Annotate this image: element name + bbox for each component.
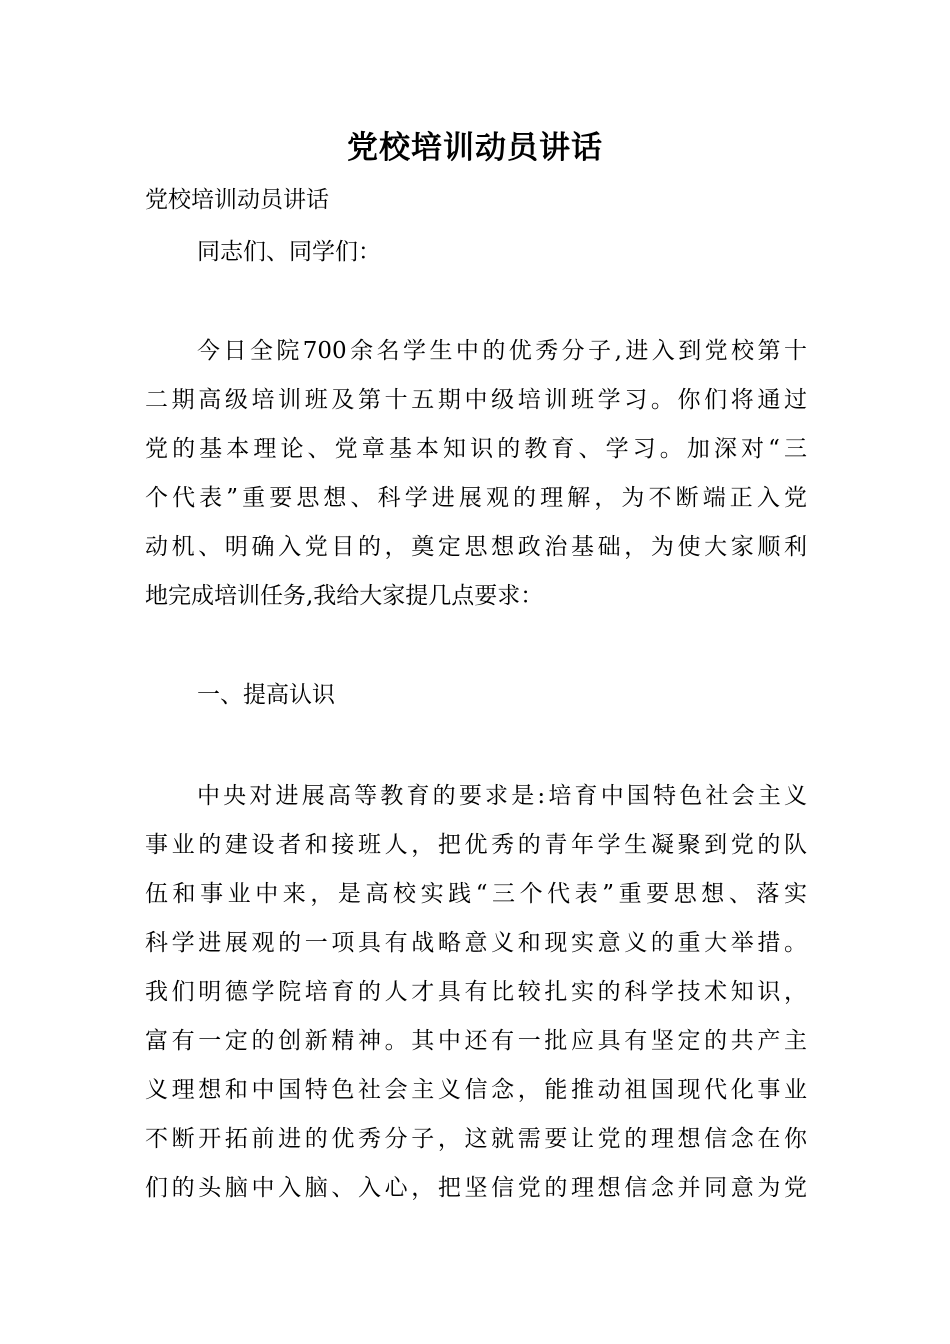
document-subtitle: 党校培训动员讲话 [145,187,329,213]
paragraph-line: 事业的建设者和接班人，把优秀的青年学生凝聚到党的队 [145,832,807,858]
paragraph-line: 二期高级培训班及第十五期中级培训班学习。你们将通过 [145,387,807,413]
paragraph-line: 科学进展观的一项具有战略意义和现实意义的重大举措。 [145,930,807,956]
paragraph-line: 中央对进展高等教育的要求是:培育中国特色社会主义 [197,783,807,809]
paragraph-line: 富有一定的创新精神。其中还有一批应具有坚定的共产主 [145,1028,807,1054]
paragraph-line: 党的基本理论、党章基本知识的教育、学习。加深对“三 [145,436,807,462]
paragraph-line: 义理想和中国特色社会主义信念，能推动祖国现代化事业 [145,1077,807,1103]
paragraph-line: 个代表”重要思想、科学进展观的理解，为不断端正入党 [145,485,807,511]
salutation: 同志们、同学们： [197,239,381,265]
section-heading: 一、提高认识 [197,682,335,708]
paragraph-line: 今日全院700余名学生中的优秀分子,进入到党校第十 [197,338,807,364]
paragraph-line: 伍和事业中来，是高校实践“三个代表”重要思想、落实 [145,881,807,907]
paragraph-line: 地完成培训任务,我给大家提几点要求： [145,583,544,609]
document-title: 党校培训动员讲话 [347,130,603,166]
paragraph-line: 不断开拓前进的优秀分子，这就需要让党的理想信念在你 [145,1126,807,1152]
paragraph-line: 动机、明确入党目的，奠定思想政治基础，为使大家顺利 [145,534,807,560]
paragraph-line: 们的头脑中入脑、入心，把坚信党的理想信念并同意为党 [145,1175,807,1201]
paragraph-line: 我们明德学院培育的人才具有比较扎实的科学技术知识， [145,979,807,1005]
